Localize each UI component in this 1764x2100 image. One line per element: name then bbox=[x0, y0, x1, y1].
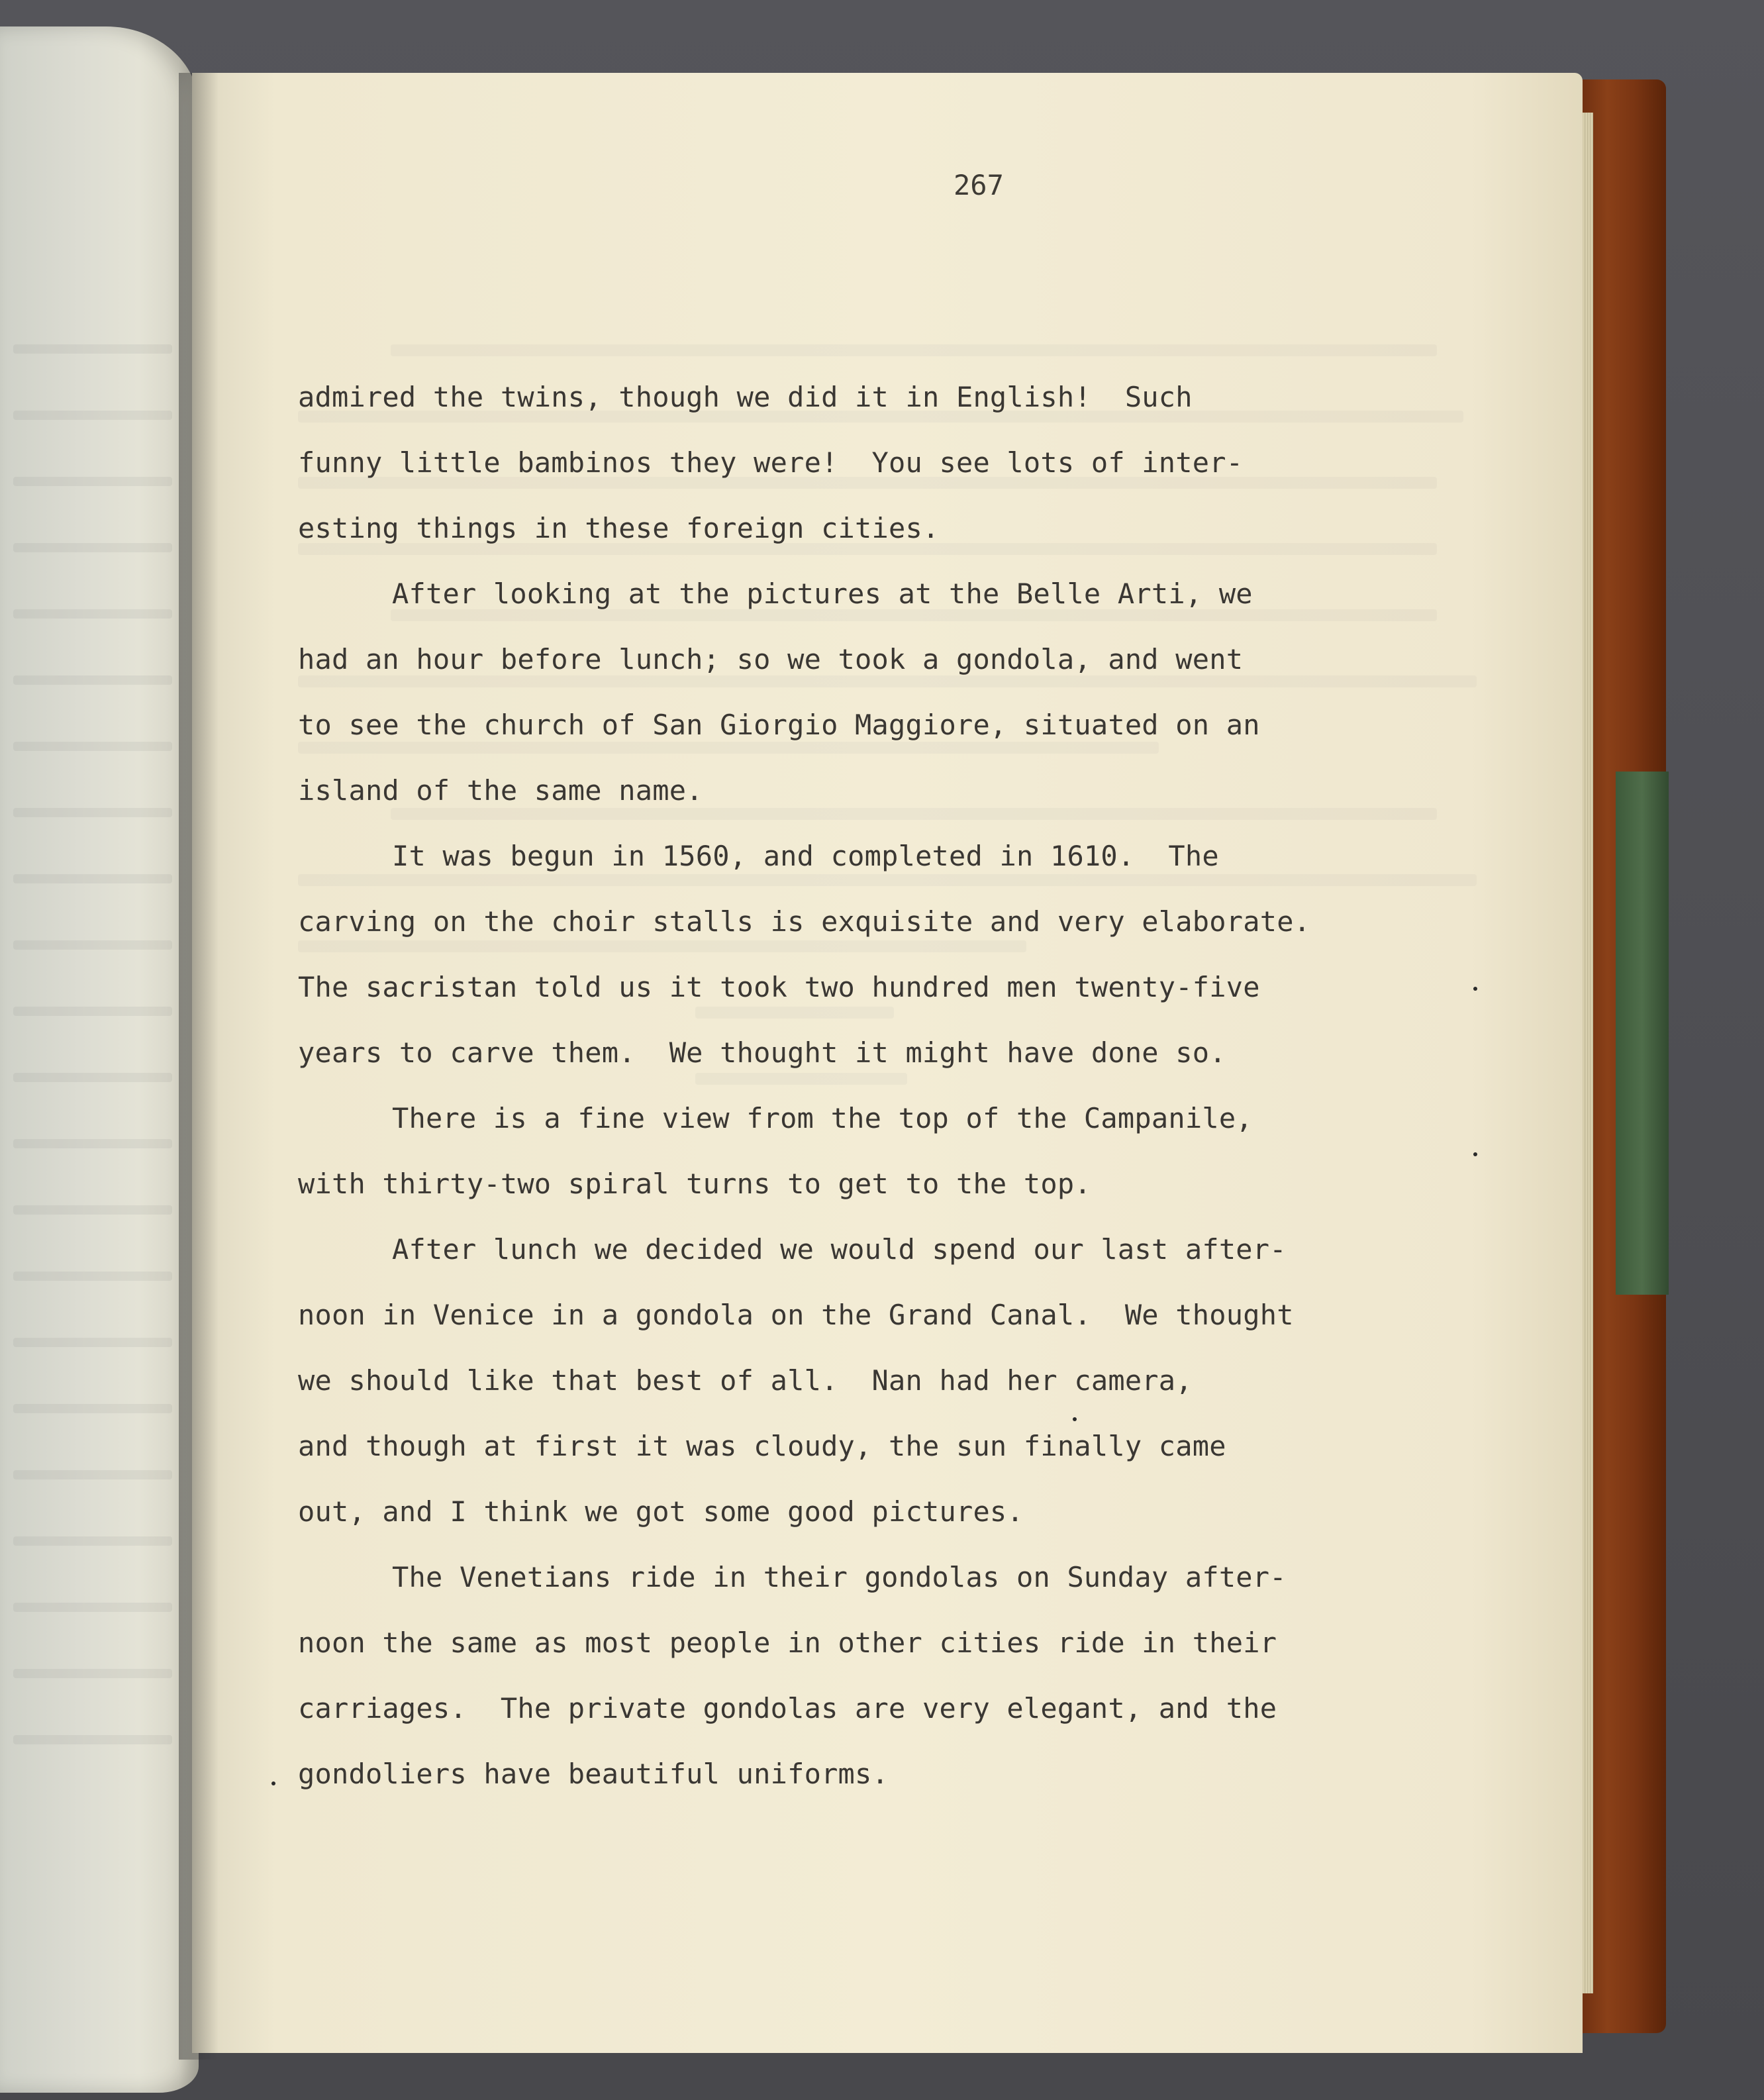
page-number: 267 bbox=[954, 169, 1004, 201]
paper-speck bbox=[1473, 987, 1477, 991]
text-line: years to carve them. We thought it might have done so. bbox=[298, 1036, 1226, 1069]
text-line: esting things in these foreign cities. bbox=[298, 512, 940, 544]
text-line: island of the same name. bbox=[298, 774, 703, 807]
text-line: After lunch we decided we would spend our last after- bbox=[392, 1233, 1287, 1266]
text-line: noon in Venice in a gondola on the Grand Canal. We thought bbox=[298, 1299, 1294, 1331]
paper-speck bbox=[271, 1781, 275, 1785]
text-line: After looking at the pictures at the Belle Arti, we bbox=[392, 577, 1253, 610]
text-line: The sacristan told us it took two hundred men twenty-five bbox=[298, 971, 1260, 1003]
page-gutter-shadow bbox=[179, 73, 219, 2060]
text-line: carving on the choir stalls is exquisite and very elaborate. bbox=[298, 905, 1311, 938]
text-line: out, and I think we got some good pictures. bbox=[298, 1495, 1024, 1528]
text-line: we should like that best of all. Nan had her camera, bbox=[298, 1364, 1193, 1397]
text-line: to see the church of San Giorgio Maggiore, situated on an bbox=[298, 709, 1260, 741]
text-line: and though at first it was cloudy, the sun finally came bbox=[298, 1430, 1226, 1462]
paper-speck bbox=[1473, 1152, 1477, 1156]
text-line: carriages. The private gondolas are very elegant, and the bbox=[298, 1692, 1277, 1725]
text-line: funny little bambinos they were! You see lots of inter- bbox=[298, 446, 1244, 479]
text-line: gondoliers have beautiful uniforms. bbox=[298, 1758, 889, 1790]
text-line: There is a fine view from the top of the Campanile, bbox=[392, 1102, 1253, 1134]
text-line: It was begun in 1560, and completed in 1610. The bbox=[392, 840, 1219, 872]
cover-green-band bbox=[1616, 772, 1669, 1295]
text-line: admired the twins, though we did it in English! Such bbox=[298, 381, 1193, 413]
book-page bbox=[192, 73, 1583, 2053]
text-line: with thirty-two spiral turns to get to the top. bbox=[298, 1168, 1091, 1200]
text-line: noon the same as most people in other cities ride in their bbox=[298, 1626, 1277, 1659]
paper-speck bbox=[1073, 1417, 1077, 1421]
left-facing-page bbox=[0, 26, 199, 2093]
text-line: had an hour before lunch; so we took a gondola, and went bbox=[298, 643, 1244, 675]
text-line: The Venetians ride in their gondolas on Sunday after- bbox=[392, 1561, 1287, 1593]
typewritten-text bbox=[298, 364, 1543, 1807]
